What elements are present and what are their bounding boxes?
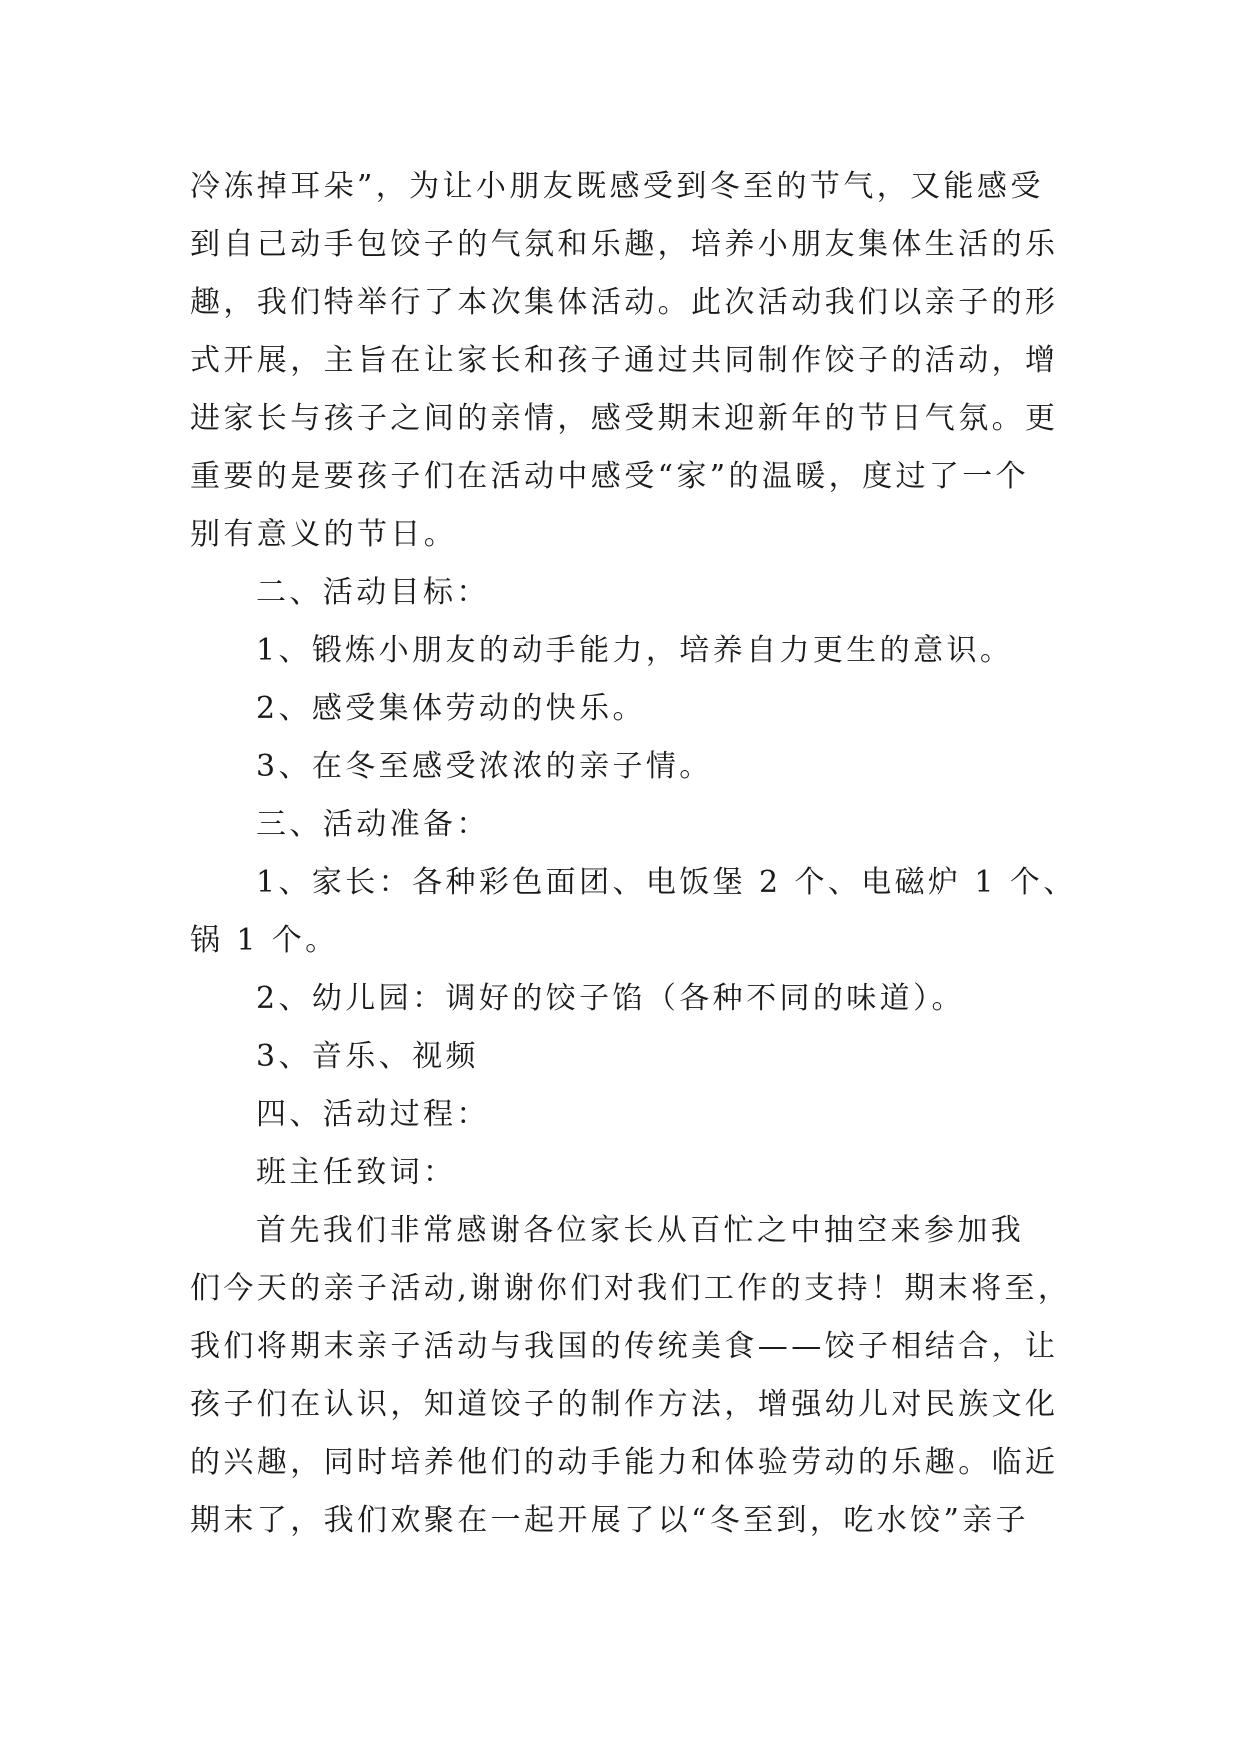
text-line: 趣，我们特举行了本次集体活动。此次活动我们以亲子的形 xyxy=(190,285,1059,320)
list-item: 3、在冬至感受浓浓的亲子情。 xyxy=(256,749,713,784)
text-line: 锅 1 个。 xyxy=(190,923,339,958)
text-line: 冷冻掉耳朵”，为让小朋友既感受到冬至的节气，又能感受 xyxy=(190,169,1044,204)
section-heading: 四、活动过程： xyxy=(256,1097,490,1132)
list-item: 1、家长：各种彩色面团、电饭堡 2 个、电磁炉 1 个、 xyxy=(256,865,1077,900)
text-line: 期末了，我们欢聚在一起开展了以“冬至到，吃水饺”亲子 xyxy=(190,1503,1030,1538)
section-heading: 三、活动准备： xyxy=(256,807,490,842)
text-line: 的兴趣，同时培养他们的动手能力和体验劳动的乐趣。临近 xyxy=(190,1445,1059,1480)
subheading: 班主任致词： xyxy=(256,1155,457,1190)
list-item: 2、幼儿园：调好的饺子馅（各种不同的味道）。 xyxy=(256,981,965,1016)
list-item: 1、锻炼小朋友的动手能力，培养自力更生的意识。 xyxy=(256,633,1014,668)
text-line: 们今天的亲子活动,谢谢你们对我们工作的支持！期末将至， xyxy=(190,1271,1072,1306)
list-item: 3、音乐、视频 xyxy=(256,1039,479,1074)
document-body xyxy=(190,158,1077,1550)
list-item: 2、感受集体劳动的快乐。 xyxy=(256,691,646,726)
text-line: 式开展，主旨在让家长和孩子通过共同制作饺子的活动，增 xyxy=(190,343,1059,378)
text-line: 进家长与孩子之间的亲情，感受期末迎新年的节日气氛。更 xyxy=(190,401,1059,436)
text-line: 我们将期末亲子活动与我国的传统美食——饺子相结合，让 xyxy=(190,1329,1059,1364)
text-line: 到自己动手包饺子的气氛和乐趣，培养小朋友集体生活的乐 xyxy=(190,227,1059,262)
text-line: 首先我们非常感谢各位家长从百忙之中抽空来参加我 xyxy=(256,1213,1025,1248)
text-line: 别有意义的节日。 xyxy=(190,517,458,552)
text-line: 孩子们在认识，知道饺子的制作方法，增强幼儿对民族文化 xyxy=(190,1387,1059,1422)
text-line: 重要的是要孩子们在活动中感受“家”的温暖，度过了一个 xyxy=(190,459,1030,494)
section-heading: 二、活动目标： xyxy=(256,575,490,610)
